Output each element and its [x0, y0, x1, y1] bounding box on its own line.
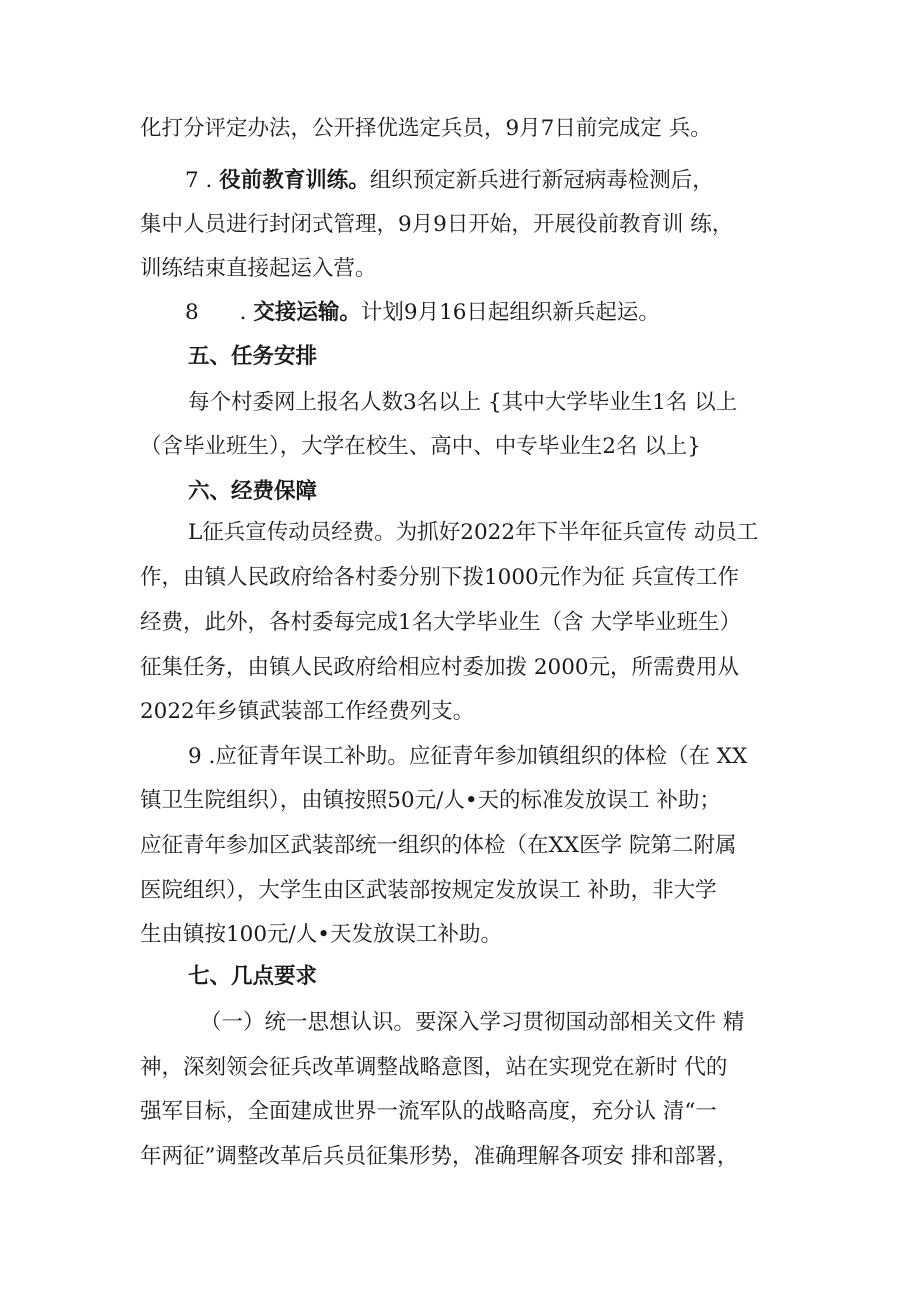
item-text: 组织预定新兵进行新冠病毒检测后，	[369, 168, 714, 193]
paragraph-line: 化打分评定办法，公开择优选定兵员，9月7日前完成定 兵。	[140, 116, 712, 141]
paragraph-line: 征集任务，由镇人民政府给相应村委加拨 2000元，所需费用从	[140, 655, 740, 680]
paragraph-line: 强军目标，全面建成世界一流军队的战略高度，充分认 清“一	[140, 1099, 717, 1124]
paragraph-line: L征兵宣传动员经费。为抓好2022年下半年征兵宣传 动员工	[188, 520, 759, 545]
paragraph-line: 作，由镇人民政府给各村委分别下拨1000元作为征 兵宣传工作	[140, 565, 740, 590]
paragraph-line: 9 .应征青年误工补助。应征青年参加镇组织的体检（在 XX	[188, 744, 748, 769]
paragraph-line: 应征青年参加区武装部统一组织的体检（在XX医学 院第二附属	[140, 833, 737, 858]
item-title: 交接运输。	[253, 300, 361, 325]
paragraph-line: 神，深刻领会征兵改革调整战略意图，站在实现党在新时 代的	[140, 1055, 728, 1080]
item-number: 7 .	[185, 168, 213, 193]
item-text: 计划9月16日起组织新兵起运。	[360, 300, 660, 325]
paragraph-line: （一）统一思想认识。要深入学习贯彻国动部相关文件 精	[200, 1010, 745, 1035]
paragraph-line: 镇卫生院组织），由镇按照50元/人•天的标准发放误工 补助；	[140, 788, 721, 813]
paragraph-line: 训练结束直接起运入营。	[140, 256, 377, 281]
paragraph-line: 经费，此外，各村委每完成1名大学毕业生（含 大学毕业班生）	[140, 610, 742, 635]
item-title: 役前教育训练。	[219, 168, 370, 193]
paragraph-line: 2022年乡镇武装部工作经费列支。	[140, 699, 475, 724]
section-heading-seven: 七、几点要求	[188, 964, 318, 989]
paragraph-line: 每个村委网上报名人数3名以上 {其中大学毕业生1名 以上	[188, 390, 738, 415]
item-number: 8 .	[185, 300, 247, 325]
paragraph-line: 集中人员进行封闭式管理，9月9日开始，开展役前教育训 练，	[140, 212, 734, 237]
section-heading-six: 六、经费保障	[188, 479, 318, 504]
paragraph-line: 医院组织），大学生由区武装部按规定发放误工 补助，非大学	[140, 878, 717, 903]
paragraph-line: 年两征”调整改革后兵员征集形势，准确理解各项安 排和部署，	[140, 1144, 739, 1169]
section-heading-five: 五、任务安排	[188, 344, 318, 369]
paragraph-line-item-8	[185, 302, 660, 324]
paragraph-line: （含毕业班生），大学在校生、高中、中专毕业生2名 以上}	[140, 434, 701, 459]
paragraph-line: 生由镇按100元/人•天发放误工补助。	[140, 922, 502, 947]
paragraph-line-item-7	[185, 170, 714, 192]
